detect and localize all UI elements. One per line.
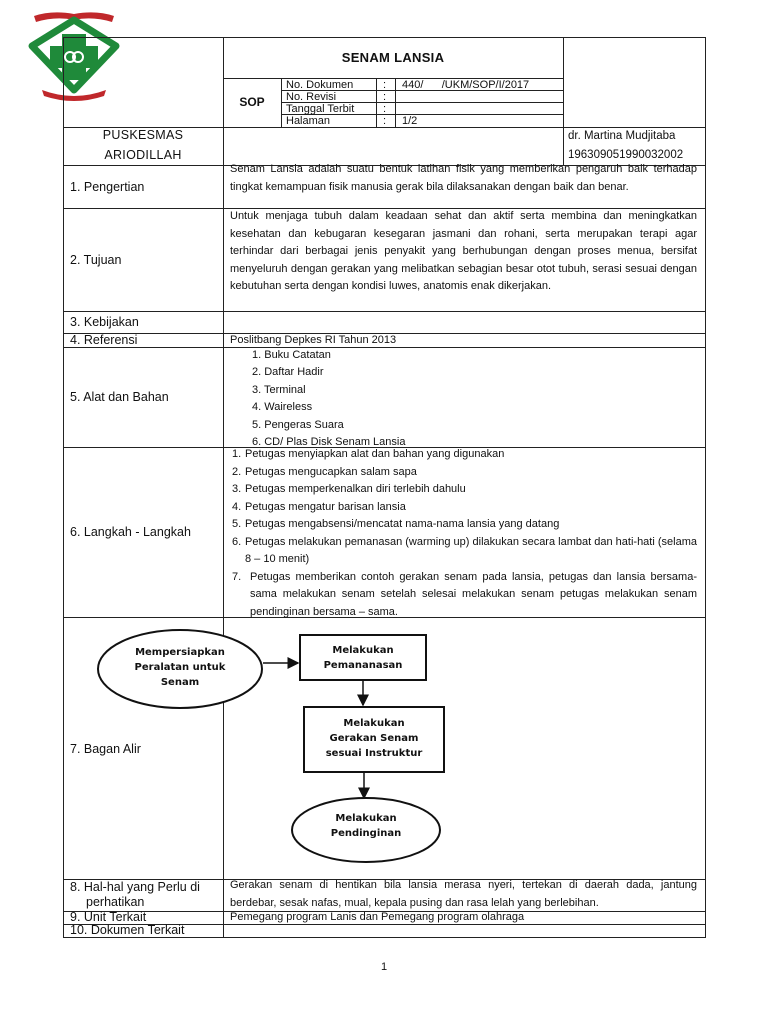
langkah-list [232, 446, 697, 621]
document-title: SENAM LANSIA [341, 50, 445, 65]
meta-sep: : [383, 103, 387, 115]
label-langkah: 6. Langkah - Langkah [70, 525, 191, 539]
label-tujuan: 2. Tujuan [70, 253, 122, 267]
meta-label-no-dokumen: No. Dokumen [286, 79, 354, 91]
flow-node-pemanasan-text: Melakukan Pemananasan [323, 645, 403, 671]
label-hal-perhatikan-2: perhatikan [86, 895, 145, 909]
sop-label: SOP [239, 95, 265, 109]
text-hal-perhatikan: Gerakan senam di hentikan bila lansia merasa nyeri, tertekan di daerah dada, jantung berdebar, sesak nafas, mual, kepala pusing dan rasa lelah yang berlebihan. [230, 879, 697, 909]
meta-label-halaman: Halaman [286, 115, 331, 127]
meta-sep: : [383, 115, 387, 127]
list-item: 5. Petugas mengabsensi/mencatat nama-nama lansia yang datang [232, 518, 560, 530]
label-referensi: 4. Referensi [70, 333, 138, 347]
list-item: 6. Petugas melakukan pemanasan (warming up) dilakukan secara lambat dan hati-hati (selama 8 – 10 menit) [232, 535, 697, 565]
list-item: 7. Petugas memberikan contoh gerakan senam pada lansia, petugas dan lansia bersama-sama melakukan senam setelah selesai melakukan senam petugas melakukan senam pendinginan bersama – sama. [232, 570, 697, 618]
list-item: 2. Petugas mengucapkan salam sapa [232, 465, 417, 478]
label-kebijakan: 3. Kebijakan [70, 315, 139, 329]
label-bagan-alir: 7. Bagan Alir [70, 742, 141, 756]
list-item: 1. Buku Catatan [252, 349, 331, 361]
meta-label-tanggal-terbit: Tanggal Terbit [286, 103, 355, 115]
alat-bahan-list [252, 347, 405, 451]
meta-sep: : [383, 91, 387, 103]
org-name-line2: ARIODILLAH [104, 148, 182, 162]
text-referensi: Poslitbang Depkes RI Tahun 2013 [230, 334, 397, 346]
list-item: 4. Waireless [252, 401, 313, 414]
meta-value-no-dokumen: 440/ /UKM/SOP/I/2017 [402, 79, 530, 91]
signer-nip: 196309051990032002 [568, 149, 684, 161]
list-item: 6. CD/ Plas Disk Senam Lansia [252, 436, 406, 449]
meta-sep: : [383, 79, 387, 91]
label-unit-terkait: 9. Unit Terkait [70, 910, 147, 924]
label-alat-bahan: 5. Alat dan Bahan [70, 390, 169, 404]
list-item: 3. Terminal [252, 383, 306, 396]
org-name-line1: PUSKESMAS [102, 128, 184, 142]
list-item: 2. Daftar Hadir [252, 366, 324, 379]
list-item: 1. Petugas menyiapkan alat dan bahan yang digunakan [232, 448, 505, 460]
text-tujuan: Untuk menjaga tubuh dalam keadaan sehat dan aktif serta membina dan meningkatkan kesehatan dan kebugaran kesegaran jasmani dan rohani, serta merupakan terapi agar terhindar dari berbagai jenis penyakit yang berhubungan dengan proses menua, bersifat menyeluruh dengan gerakan yang melibatkan sebagian besar otot tubuh, serasi sesuai dengan kebutuhan serta dengan kondisi luwes, anatomis enak dikerjakan. [230, 210, 697, 292]
label-dokumen-terkait: 10. Dokumen Terkait [70, 923, 185, 937]
list-item: 3. Petugas memperkenalkan diri terlebih dahulu [232, 483, 466, 495]
meta-value-halaman: 1/2 [402, 115, 418, 127]
meta-label-no-revisi: No. Revisi [286, 91, 337, 103]
flow-node-start-text: Mempersiapkan Peralatan untuk Senam [134, 647, 226, 688]
flow-node-pendinginan-text: Melakukan Pendinginan [330, 813, 402, 839]
list-item: 4. Petugas mengatur barisan lansia [232, 500, 406, 513]
puskesmas-logo-icon [22, 8, 126, 104]
text-unit-terkait: Pemegang program Lanis dan Pemegang program olahraga [230, 911, 525, 923]
text-pengertian: Senam Lansia adalah suatu bentuk latihan fisik yang memberikan pengaruh baik terhadap tingkat kemampuan fisik manusia gerak bila dilaksanakan dengan baik dan benar. [230, 163, 697, 193]
page-number: 1 [380, 961, 388, 973]
label-pengertian: 1. Pengertian [70, 180, 145, 194]
flow-node-gerakan-text: Melakukan Gerakan Senam sesuai Instruktur [325, 718, 423, 759]
flowchart [95, 625, 455, 875]
label-hal-perhatikan-1: 8. Hal-hal yang Perlu di [70, 880, 200, 894]
list-item: 5. Pengeras Suara [252, 418, 344, 431]
signer-name: dr. Martina Mudjitaba [568, 130, 676, 142]
